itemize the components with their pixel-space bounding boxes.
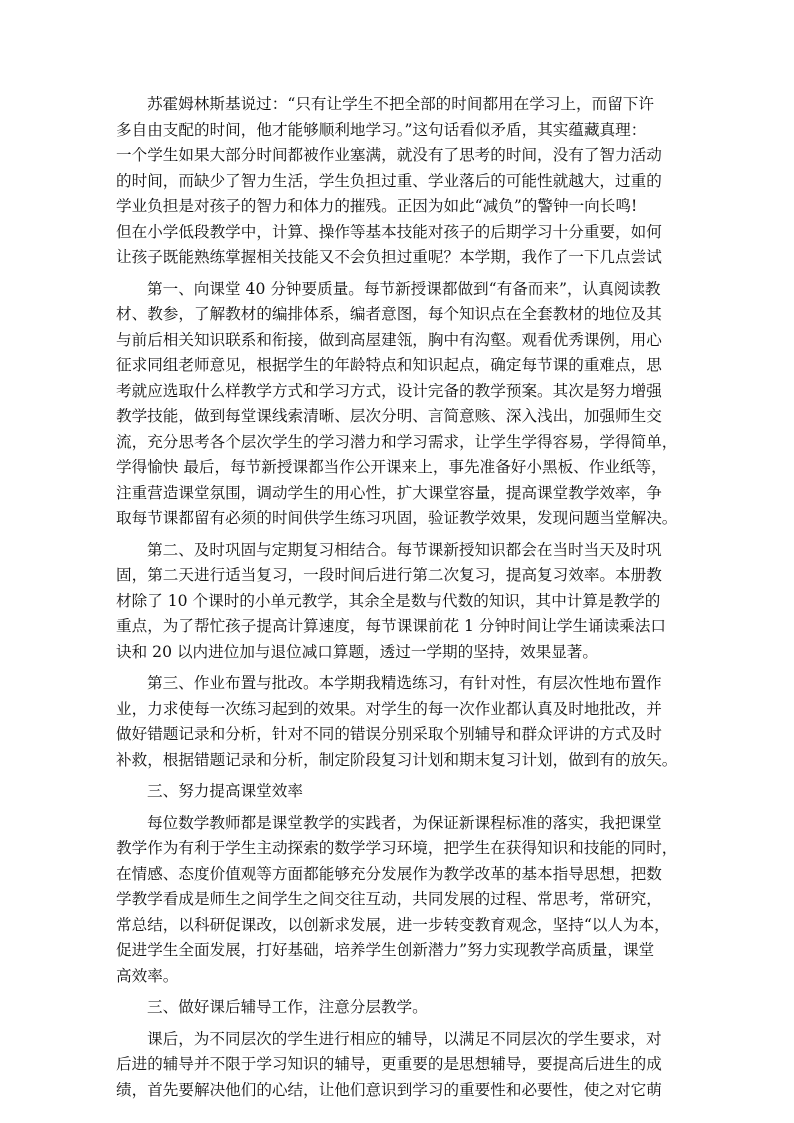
paragraph: [116, 671, 680, 773]
text-line: 第三、作业布置与批改。本学期我精选练习，有针对性，有层次性地布置作: [147, 674, 662, 692]
text-line: 补救，根据错题记录和分析，制定阶段复习计划和期末复习计划，做到有的放矢。: [116, 750, 678, 769]
text-line: 一个学生如果大部分时间都被作业塞满，就没有了思考的时间，没有了智力活动: [116, 146, 662, 164]
text-line: 第二、及时巩固与定期复习相结合。每节课新授知识都会在当时当天及时巩: [147, 540, 662, 559]
text-line: 绩，首先要解决他们的心结，让他们意识到学习的重要性和必要性，使之对它萌: [116, 1080, 662, 1099]
text-line: 三、努力提高课堂效率: [147, 782, 303, 800]
text-line: 取每节课都留有必须的时间供学生练习巩固，验证教学效果，发现问题当堂解决。: [116, 509, 678, 527]
text-line: 诀和 20 以内进位加与退位减口算题，透过一学期的坚持，效果显著。: [116, 642, 598, 661]
text-line: 考就应选取什么样教学方式和学习方式，设计完备的教学预案。其次是努力增强: [116, 381, 662, 400]
paragraph: [116, 538, 680, 666]
text-line: 苏霍姆林斯基说过：“只有让学生不把全部的时间都用在学习上，而留下许: [147, 95, 654, 113]
text-line: 重点，为了帮忙孩子提高计算速度，每节课课前花 1 分钟时间让学生诵读乘法口: [116, 617, 667, 635]
text-line: 每位数学教师都是课堂教学的实践者，为保证新课程标准的落实，我把课堂: [147, 813, 662, 832]
text-line: 让孩子既能熟练掌握相关技能又不会负担过重呢？本学期，我作了一下几点尝试: [116, 248, 662, 266]
text-line: 后进的辅导并不限于学习知识的辅导，更重要的是思想辅导，要提高后进生的成: [116, 1055, 662, 1073]
paragraph: [116, 779, 680, 805]
text-line: 学业负担是对孩子的智力和体力的摧残。正因为如此“减负”的警钟一向长鸣!: [116, 197, 638, 215]
text-line: 课后，为不同层次的学生进行相应的辅导，以满足不同层次的学生要求，对: [147, 1029, 662, 1048]
paragraph: [116, 92, 680, 271]
paragraph: [116, 277, 680, 532]
text-line: 与前后相关知识联系和衔接，做到高屋建瓴，胸中有沟壑。观看优秀课例，用心: [116, 330, 662, 349]
text-line: 注重营造课堂氛围，调动学生的用心性，扩大课堂容量，提高课堂教学效率，争: [116, 483, 662, 502]
paragraph: [116, 995, 680, 1021]
text-line: 流，充分思考各个层次学生的学习潜力和学习需求，让学生学得容易，学得简单，: [116, 432, 678, 451]
paragraph: [116, 1027, 680, 1104]
text-line: 在情感、态度价值观等方面都能够充分发展作为教学改革的基本指导思想，把数: [116, 864, 662, 883]
text-line: 多自由支配的时间，他才能够顺利地学习。”这句话看似矛盾，其实蕴藏真理：: [116, 120, 647, 139]
text-line: 常总结，以科研促课改，以创新求发展，进一步转变教育观念，坚持“以人为本，: [116, 915, 670, 934]
text-line: 固，第二天进行适当复习，一段时间后进行第二次复习，提高复习效率。本册教: [116, 566, 662, 584]
text-line: 但在小学低段教学中，计算、操作等基本技能对孩子的后期学习十分重要，如何: [116, 222, 662, 241]
text-line: 促进学生全面发展，打好基础，培养学生创新潜力”努力实现教学高质量，课堂: [116, 941, 655, 959]
text-line: 学得愉快 最后，每节新授课都当作公开课来上，事先准备好小黑板、作业纸等，: [116, 458, 667, 476]
text-line: 征求同组老师意见，根据学生的年龄特点和知识起点，确定每节课的重难点，思: [116, 356, 662, 374]
text-line: 教学技能，做到每堂课线索清晰、层次分明、言简意赅、深入浅出，加强师生交: [116, 407, 662, 425]
text-line: 材除了 10 个课时的小单元教学，其余全是数与代数的知识，其中计算是教学的: [116, 591, 661, 610]
text-line: 材、教参，了解教材的编排体系，编者意图，每个知识点在全套教材的地位及其: [116, 305, 662, 323]
text-line: 业，力求使每一次练习起到的效果。对学生的每一次作业都认真及时地批改，并: [116, 699, 662, 718]
text-line: 的时间，而缺少了智力生活，学生负担过重、学业落后的可能性就越大，过重的: [116, 171, 662, 190]
text-line: 教学作为有利于学生主动探索的数学学习环境，把学生在获得知识和技能的同时，: [116, 839, 678, 857]
text-line: 高效率。: [116, 966, 179, 985]
document-body: [116, 92, 680, 1103]
text-line: 第一、向课堂 40 分钟要质量。每节新授课都做到“有备而来”，认真阅读教: [147, 279, 661, 298]
text-line: 学教学看成是师生之间学生之间交往互动，共同发展的过程、常思考，常研究，: [116, 890, 662, 908]
paragraph: [116, 811, 680, 990]
text-line: 三、做好课后辅导工作，注意分层教学。: [147, 998, 428, 1016]
text-line: 做好错题记录和分析，针对不同的错误分别采取个别辅导和群众评讲的方式及时: [116, 725, 662, 743]
